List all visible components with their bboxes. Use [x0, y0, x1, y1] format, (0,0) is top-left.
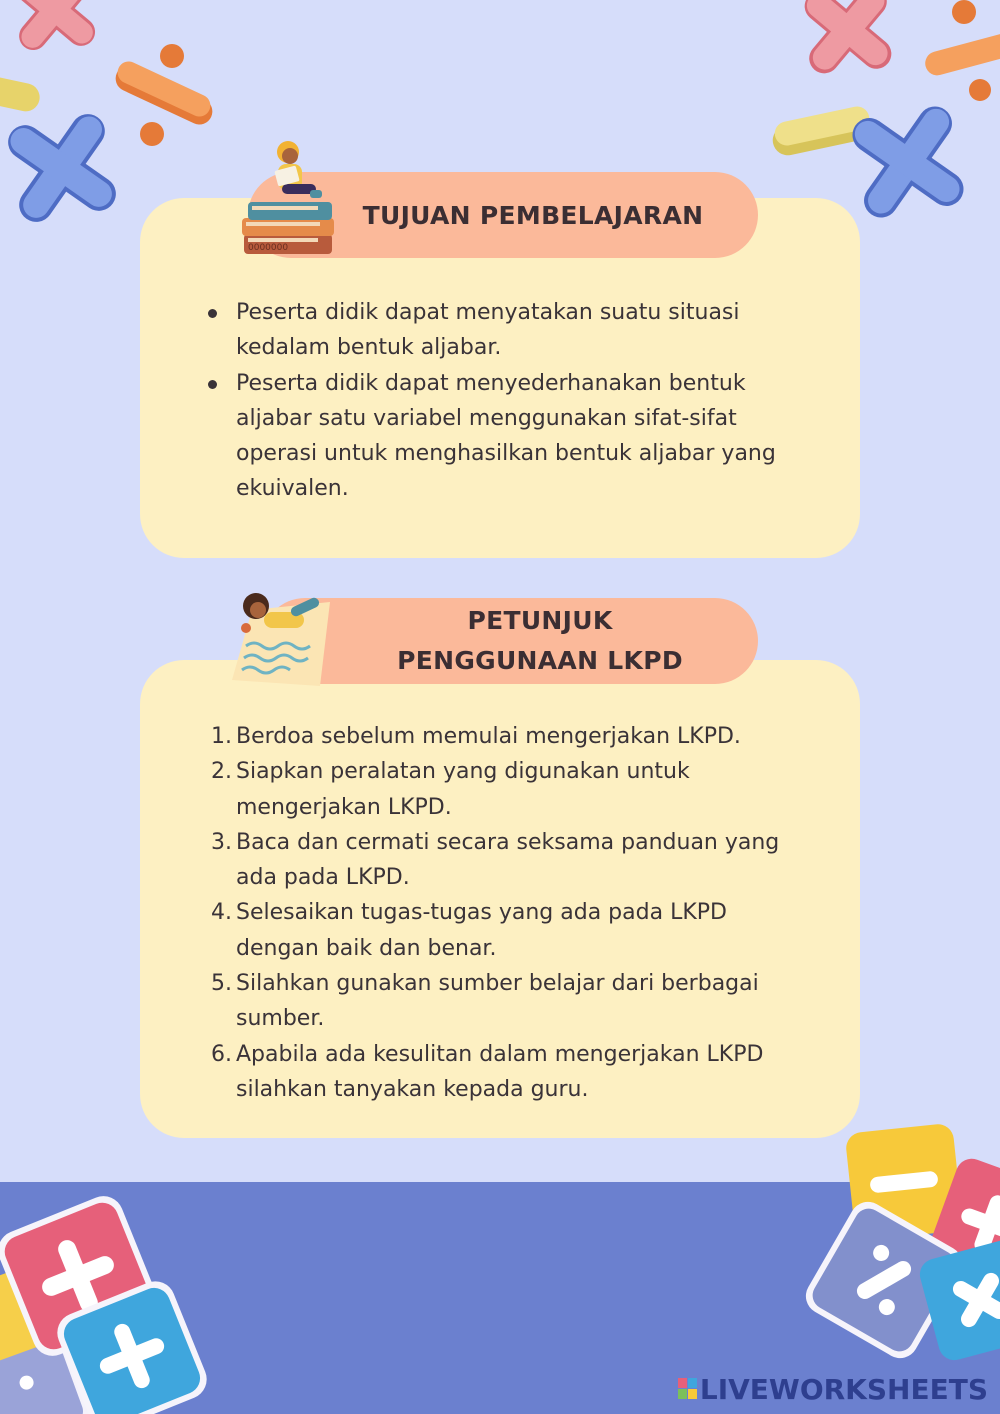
step-number: 4.	[211, 900, 232, 926]
step-number: 6.	[211, 1041, 232, 1067]
list-item	[211, 1037, 816, 1108]
reading-child-on-books-illustration	[238, 138, 348, 260]
step-number: 3.	[211, 829, 232, 855]
step-text: Selesaikan tugas-tugas yang ada pada LKPD dengan baik dan benar.	[236, 900, 727, 961]
brand-name: LIVEWORKSHEETS	[699, 1372, 988, 1406]
list-item	[211, 719, 816, 754]
liveworksheets-logo-icon	[678, 1376, 698, 1402]
usage-instructions-title-text: PETUNJUK PENGGUNAAN LKPD	[397, 606, 683, 675]
list-item: Peserta didik dapat menyatakan suatu situasi kedalam bentuk aljabar.	[236, 295, 816, 366]
step-number: 5.	[211, 971, 232, 997]
list-item	[211, 754, 816, 825]
math-tiles-bottom-left-decoration	[0, 1196, 220, 1414]
learning-objectives-list	[236, 295, 816, 507]
step-text: Apabila ada kesulitan dalam mengerjakan LKPD silahkan tanyakan kepada guru.	[236, 1041, 764, 1102]
list-item	[211, 966, 816, 1037]
learning-objectives-title-text: TUJUAN PEMBELAJARAN	[362, 200, 704, 230]
math-tiles-bottom-right-decoration	[800, 1120, 1000, 1380]
usage-instructions-list	[211, 719, 816, 1107]
list-item: Peserta didik dapat menyederhanakan bentuk aljabar satu variabel menggunakan sifat-sifat operasi untuk menghasilkan bentuk aljabar yang ekuivalen.	[236, 366, 816, 507]
svg-text:0000000: 0000000	[248, 243, 289, 253]
liveworksheets-brand[interactable]	[678, 1371, 988, 1407]
step-text: Siapkan peralatan yang digunakan untuk mengerjakan LKPD.	[236, 759, 690, 820]
child-on-paper-illustration	[226, 588, 346, 692]
step-text: Silahkan gunakan sumber belajar dari berbagai sumber.	[236, 971, 759, 1032]
step-number: 2.	[211, 759, 232, 785]
step-number: 1.	[211, 724, 232, 749]
step-text: Berdoa sebelum memulai mengerjakan LKPD.	[236, 724, 741, 749]
list-item	[211, 825, 816, 896]
list-item	[211, 895, 816, 966]
step-text: Baca dan cermati secara seksama panduan yang ada pada LKPD.	[236, 829, 780, 891]
